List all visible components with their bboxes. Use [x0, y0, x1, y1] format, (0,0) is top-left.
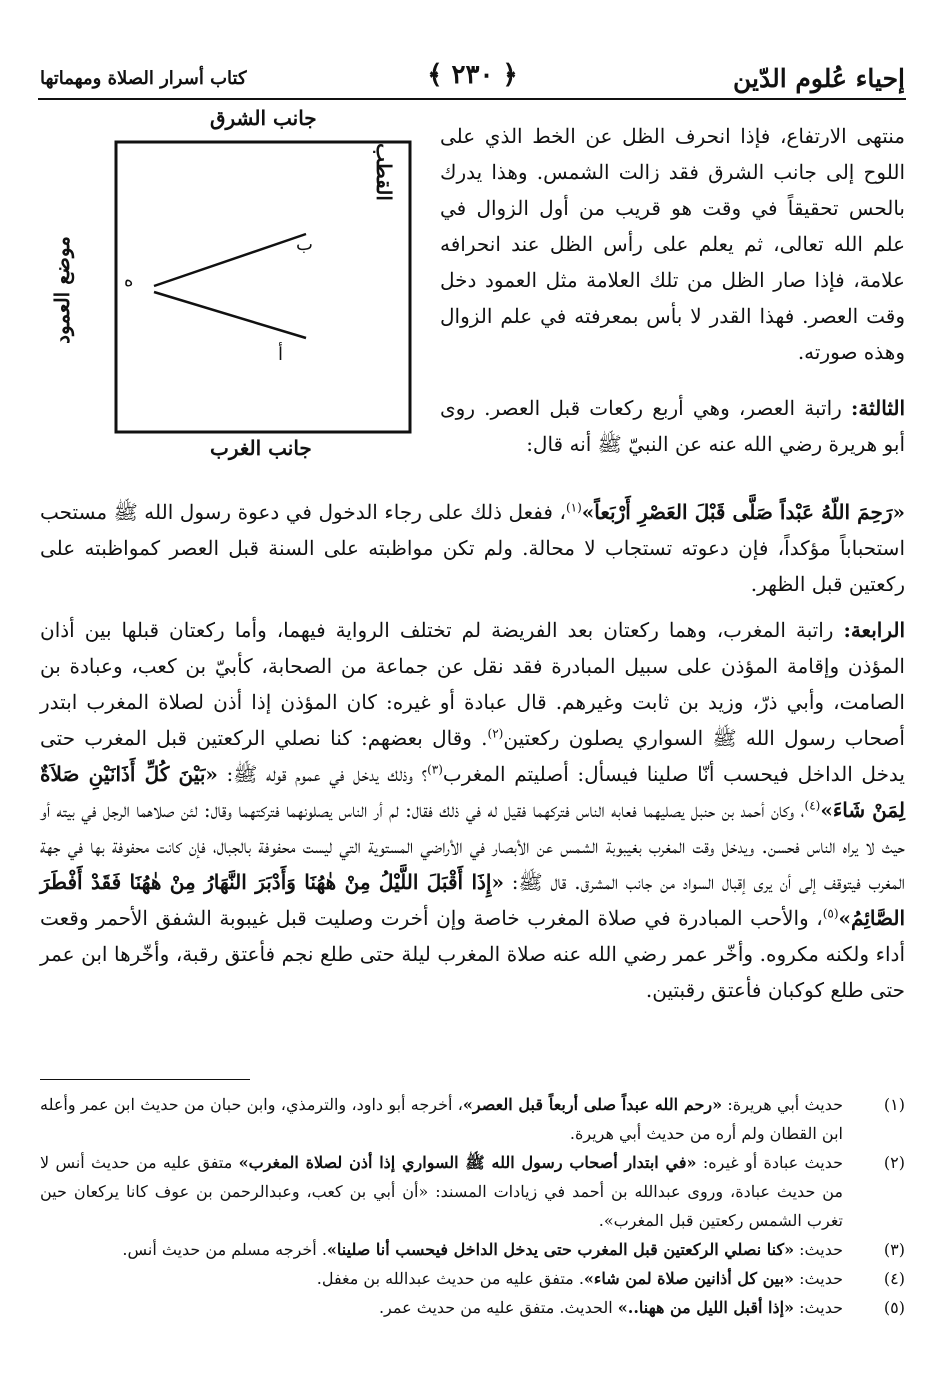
intro-paragraph: منتهى الارتفاع، فإذا انحرف الظل عن الخط الذي على اللوح إلى جانب الشرق فقد زالت الشمس. وهذا يدرك بالحس تحقيقاً في وقت هو قريب من أول الزوال في علم الله تعالى، ثم يعلم على رأس الظل عند انحرافه علامة، فإذا صار الظل من تلك العلامة مثل العمود دخل وقت العصر. فهذا القدر لا بأس بمعرفته في علم الزوال وهذه صورته.: [440, 124, 905, 364]
shadow-line-upper: [154, 234, 306, 286]
footnote-ref-3[interactable]: (٣): [427, 762, 443, 777]
footnote-number: (٥): [883, 1298, 905, 1317]
book-title: إحياء عُلوم الدّين: [733, 64, 905, 93]
page-number: ﴿ ٢٣٠ ﴾: [427, 60, 518, 90]
footnote-text: ، أخرجه أبو داود، والترمذي، وابن حبان من حديث ابن عمر وأعله ابن القطان ولم أره من حديث أبي هريرة.: [40, 1095, 843, 1143]
point-ba-label: ب: [296, 234, 313, 255]
third-section-opening: [440, 390, 905, 462]
footnote-text: حديث:: [794, 1298, 843, 1317]
third-section-rest: ، ففعل ذلك على رجاء الدخول في دعوة رسول الله ﷺ مستحب استحباباً مؤكداً، فإن دعوته تستجاب لا محالة. ولم تكن مواظبته على السنة قبل العصر كمواظبته على ركعتين قبل الظهر.: [40, 500, 905, 596]
hadith-quote-5: «إِذَا أَقْبَلَ اللَّيْلُ مِنْ هٰهُنَا وَأَدْبَرَ النَّهَارُ مِنْ هٰهُنَا فَقَدْ أَفْطَرَ الصَّائِمُ»: [40, 870, 905, 930]
footnote-text: . أخرجه مسلم من حديث أنس.: [122, 1240, 327, 1259]
main-text: [40, 494, 905, 1008]
sundial-diagram: [40, 100, 440, 470]
section-lead-fourth: الرابعة:: [843, 618, 905, 642]
page-header: [40, 58, 905, 98]
hadith-quote-1: «رَحِمَ اللّهُ عَبْداً صَلَّى قَبْلَ العَصْرِ أَرْبَعاً»: [581, 500, 906, 524]
footnote-text: الحديث. متفق عليه من حديث عمر.: [378, 1298, 618, 1317]
fourth-text-d: ، وكان أحمد بن حنبل يصليهما فعابه الناس فتركهما فقيل له في ذلك فقال: لم أر الناس يصلونهما فتركتهما وقال: لئن صلاهما الرجل في بيته أو حيث لا يراه الناس فحسن. ويدخل وقت المغرب بغيبوبة الشمس عن الأبصار في الأراضي المستوية التي ليست محفوفة بالجبال، فإن كانت محفوفة بها في جهة المغرب فيتوقف إلى أن يرى إقبال السواد من جانب المشرق. قال ﷺ:: [40, 798, 906, 894]
footnote-item: [40, 1148, 905, 1235]
footnote-text: حديث عبادة أو غيره:: [696, 1153, 843, 1172]
footnote-ref-4[interactable]: (٤): [804, 798, 821, 813]
footnote-quote: «في ابتدار أصحاب رسول الله ﷺ السواري إذا أذن لصلاة المغرب»: [238, 1153, 697, 1172]
footnote-ref-5[interactable]: (٥): [822, 906, 839, 921]
footnote-ref-2[interactable]: (٢): [487, 726, 504, 741]
west-side-label: جانب الغرب: [210, 436, 312, 460]
east-side-label: جانب الشرق: [210, 106, 317, 130]
fourth-text-b: . وقال بعضهم: كنا نصلي الركعتين قبل المغرب حتى يدخل الداخل فيحسب أنّا صلينا فيسأل: أصليتم المغرب: [40, 726, 906, 786]
pillar-position-label: موضع العمود: [49, 236, 74, 344]
footnote-ref-1[interactable]: (١): [565, 500, 582, 515]
section-lead-third: الثالثة:: [850, 396, 905, 420]
footnote-quote: «إذا أقبل الليل من ههنا..»: [617, 1298, 795, 1317]
shadow-line-lower: [154, 292, 306, 338]
footnote-text: . متفق عليه من حديث عبدالله بن مغفل.: [316, 1269, 584, 1288]
hadith-quote-4: «بَيْنَ كُلِّ أَذَانَيْنِ صَلاَةٌ لِمَنْ شَاءَ»: [40, 762, 905, 822]
footnote-number: (٤): [883, 1269, 905, 1288]
fourth-text-e: ، والأحب المبادرة في صلاة المغرب خاصة وإن أخرت وصليت قبل غيبوبة الشفق الأحمر وقعت أداء ولكنه مكروه. وأخّر عمر رضي الله عنه صلاة المغرب ليلة حتى طلع نجم فأعتق رقبة، وأخّرها ابن عمر حتى طلع كوكبان فأعتق رقبتين.: [40, 906, 905, 1002]
point-alif-label: أ: [278, 344, 284, 365]
fourth-text-a: راتبة المغرب، وهما ركعتان بعد الفريضة لم تختلف الرواية فيهما، وأما ركعتان قبلها بين أذان المؤذن وإقامة المؤذن على سبيل المبادرة فقد نقل عن جماعة من الصحابة، كأبيّ بن كعب، وعبادة بن الصامت، وأبي ذرّ، وزيد بن ثابت وغيرهم. قال عبادة أو غيره: كان المؤذن إذا أذن لصلاة المغرب ابتدر أصحاب رسول الله ﷺ السواري يصلون ركعتين: [40, 618, 905, 750]
point-ha-label: ه: [124, 270, 134, 291]
footnotes: [40, 1090, 905, 1322]
footnote-text: حديث أبي هريرة:: [722, 1095, 844, 1114]
footnote-item: [40, 1090, 905, 1148]
footnote-item: [40, 1235, 905, 1264]
diagram-frame: [116, 142, 410, 432]
footnote-rule: [40, 1079, 250, 1080]
pole-label: القطب: [371, 143, 396, 201]
third-section-continuation: [40, 494, 905, 602]
footnote-number: (٣): [883, 1240, 905, 1259]
footnote-text: حديث:: [794, 1269, 843, 1288]
footnote-number: (٢): [883, 1153, 905, 1172]
footnote-quote: «كنا نصلي الركعتين قبل المغرب حتى يدخل الداخل فيحسب أنا صلينا»: [326, 1240, 795, 1259]
footnote-text: حديث:: [794, 1240, 843, 1259]
fourth-text-c: ؟ وذلك يدخل في عموم قوله ﷺ:: [217, 762, 428, 786]
footnote-item: [40, 1264, 905, 1293]
footnote-quote: «رحم الله عبداً صلى أربعاً قبل العصر»: [462, 1095, 723, 1114]
third-section-text: راتبة العصر، وهي أربع ركعات قبل العصر. روى أبو هريرة رضي الله عنه عن النبيّ ﷺ أنه قال:: [440, 396, 905, 456]
footnote-quote: «بين كل أذانين صلاة لمن شاء»: [583, 1269, 795, 1288]
fourth-section: [40, 612, 905, 1008]
footnote-number: (١): [883, 1095, 905, 1114]
chapter-title: كتاب أسرار الصلاة ومهماتها: [40, 68, 247, 89]
footnote-text: متفق عليه من حديث أنس لا من حديث عبادة، وروى عبدالله بن أحمد في زيادات المسند: «أن أبي بن كعب، وعبدالرحمن بن عوف كانا يركعان حين تغرب الشمس ركعتين قبل المغرب».: [40, 1153, 844, 1230]
intro-column: [440, 118, 905, 462]
footnote-item: [40, 1293, 905, 1322]
